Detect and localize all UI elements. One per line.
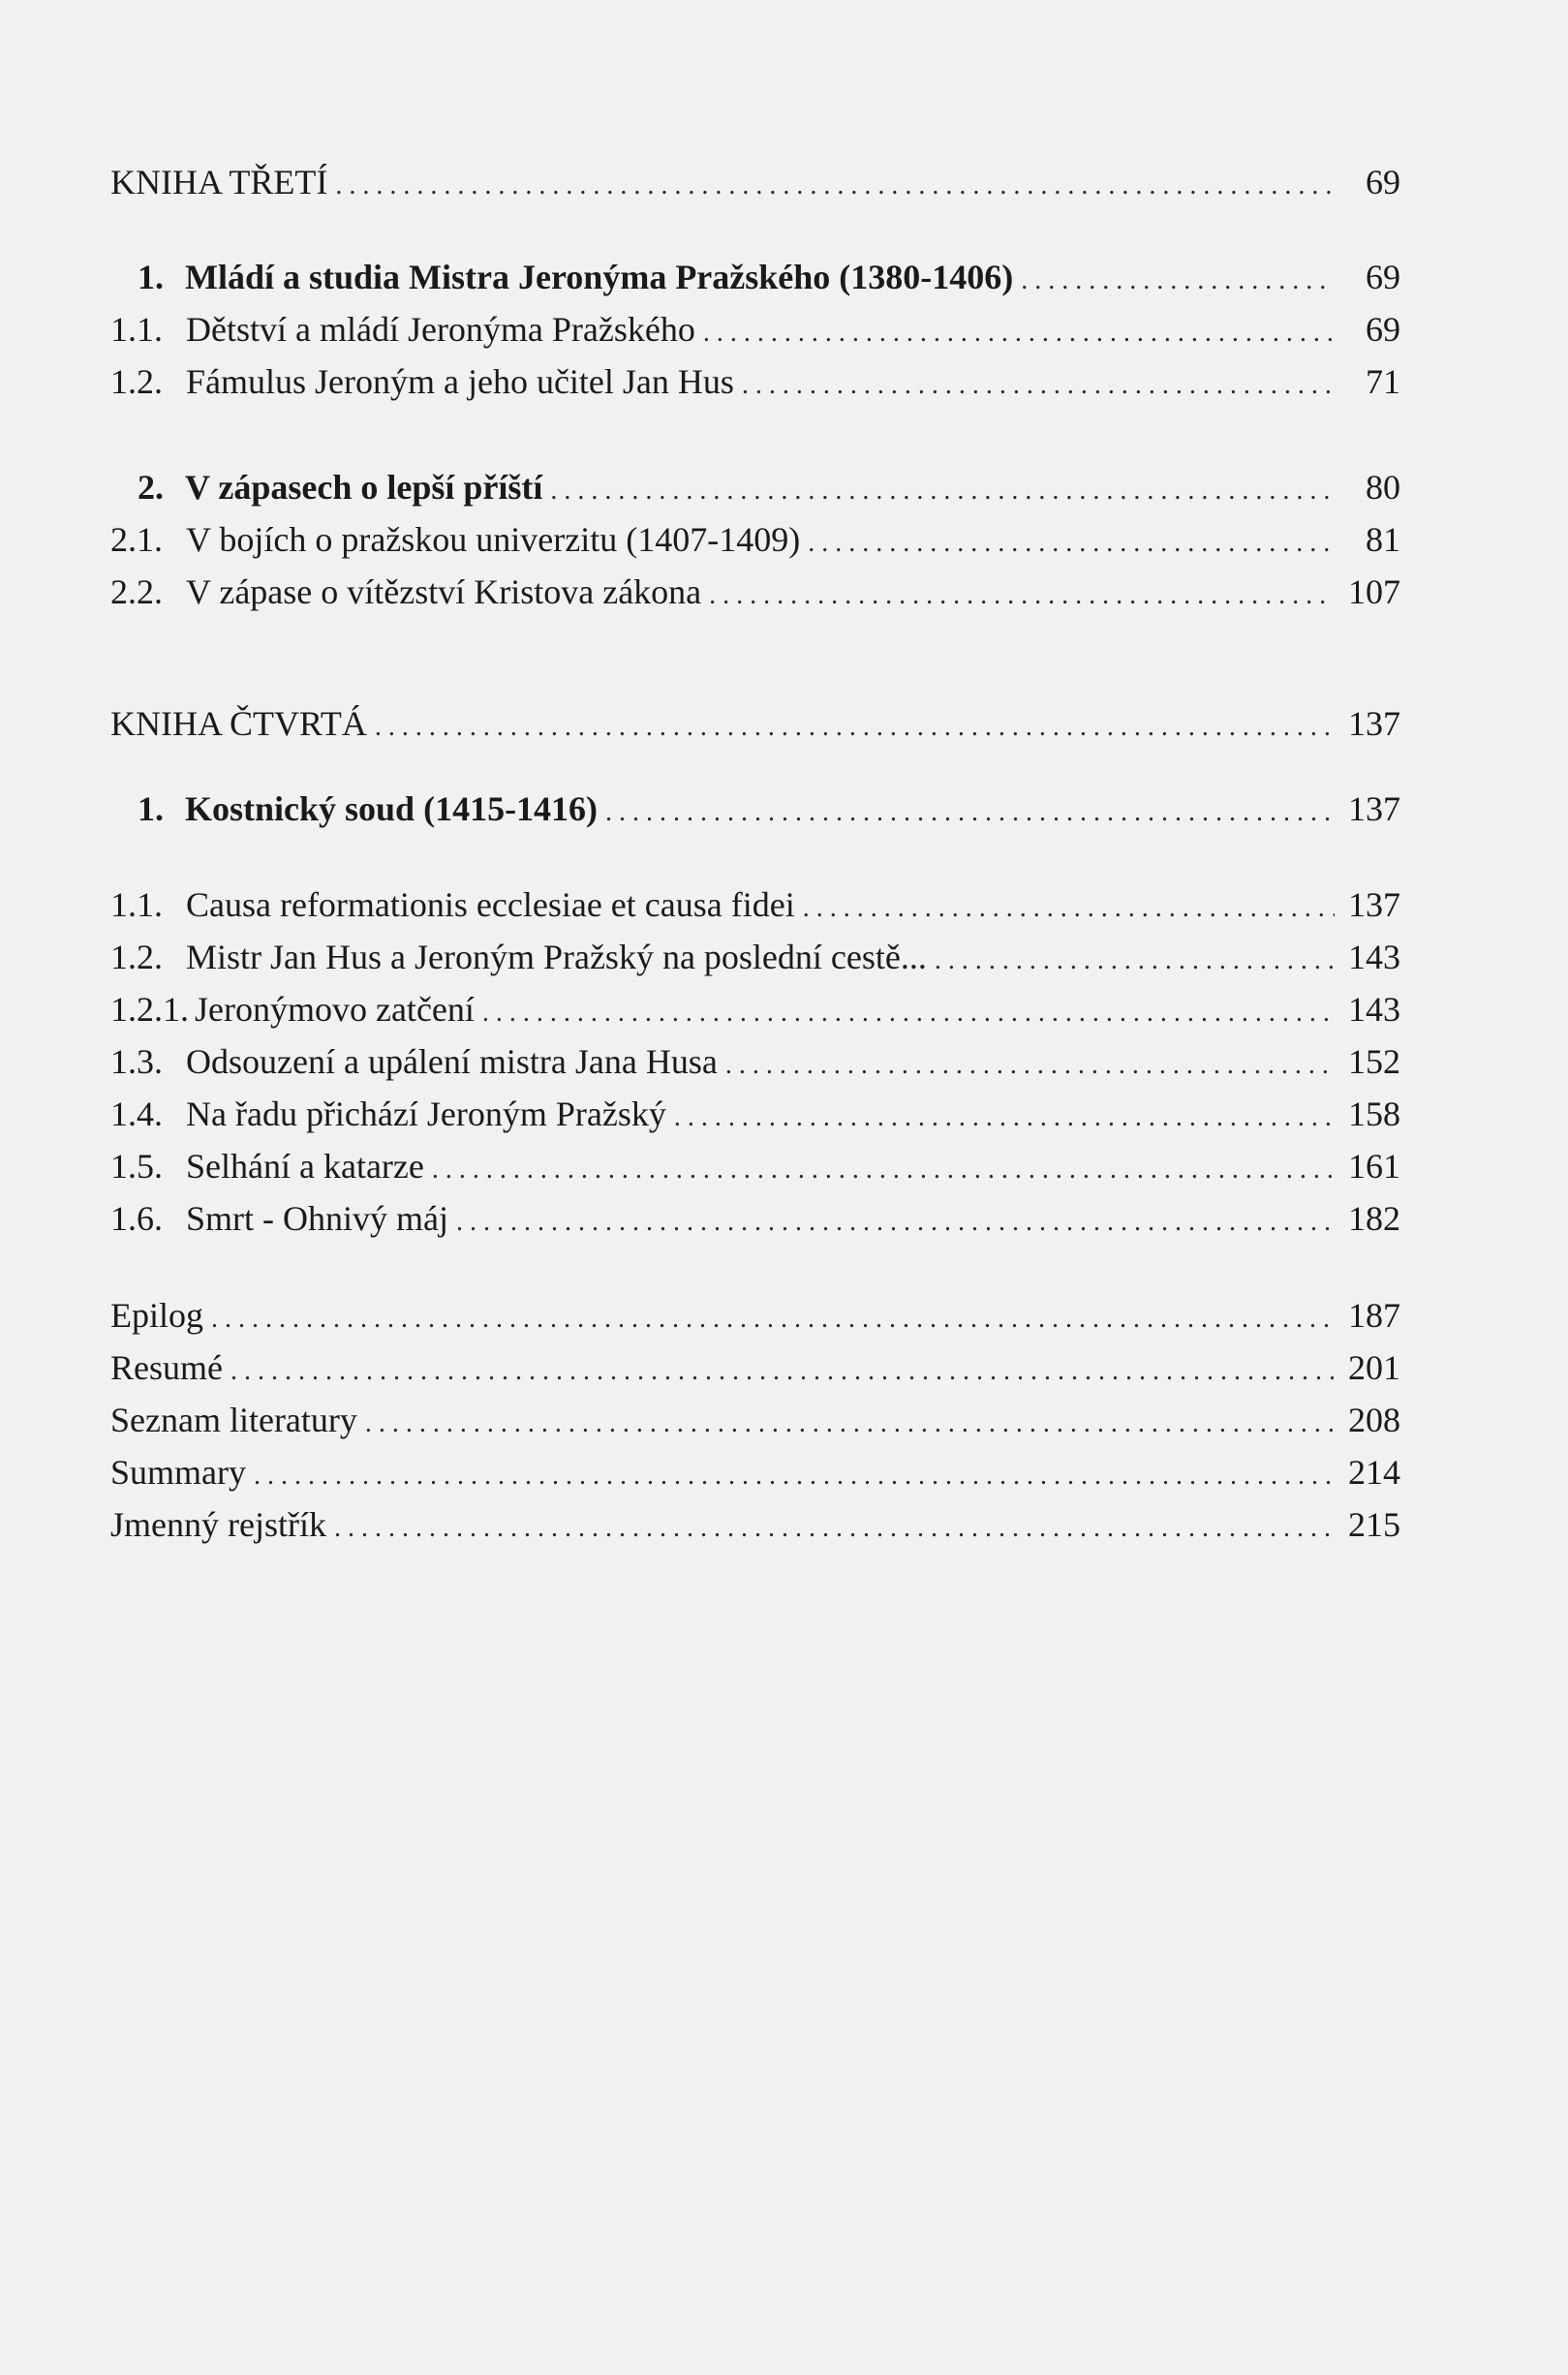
entry-page-number: 158 — [1348, 1095, 1400, 1133]
entry-page-number: 201 — [1348, 1348, 1400, 1387]
toc-entry-section[interactable] — [110, 566, 1400, 618]
entry-label: Resumé — [110, 1348, 223, 1387]
leader-dots — [709, 570, 1335, 622]
toc-entry-resume[interactable] — [110, 1342, 1400, 1394]
entry-page-number: 143 — [1348, 990, 1400, 1029]
entry-label: Summary — [110, 1453, 246, 1492]
toc-entry-seznam-literatury[interactable] — [110, 1394, 1400, 1446]
toc-entry-chapter[interactable] — [110, 783, 1400, 835]
leader-dots — [703, 307, 1335, 359]
entry-label: Seznam literatury — [110, 1401, 357, 1439]
toc-entry-section[interactable] — [110, 1140, 1400, 1192]
entry-page-number: 80 — [1366, 468, 1400, 507]
toc-entry-kniha-ctvrta[interactable] — [110, 697, 1400, 750]
toc-entry-chapter[interactable] — [110, 251, 1400, 303]
entry-page-number: 69 — [1366, 163, 1400, 201]
entry-page-number: 152 — [1348, 1042, 1400, 1081]
entry-number: 1.2. — [110, 938, 163, 976]
entry-number: 1.5. — [110, 1147, 163, 1186]
entry-number: 1.1. — [110, 310, 163, 349]
toc-entry-subsection[interactable] — [110, 983, 1400, 1035]
entry-page-number: 71 — [1366, 362, 1400, 401]
entry-page-number: 69 — [1366, 258, 1400, 296]
entry-page-number: 182 — [1348, 1199, 1400, 1238]
entry-page-number: 161 — [1348, 1147, 1400, 1186]
entry-label: V zápasech o lepší příští — [185, 468, 543, 507]
entry-page-number: 81 — [1366, 520, 1400, 559]
toc-entry-section[interactable] — [110, 1088, 1400, 1140]
toc-entry-jmenny-rejstrik[interactable] — [110, 1498, 1400, 1551]
entry-page-number: 214 — [1348, 1453, 1400, 1492]
entry-label: Mládí a studia Mistra Jeronýma Pražského (1380-1406) — [185, 258, 1014, 296]
leader-dots — [1021, 255, 1335, 307]
entry-page-number: 208 — [1348, 1401, 1400, 1439]
toc-entry-section[interactable] — [110, 513, 1400, 566]
leader-dots — [482, 987, 1335, 1039]
leader-dots — [231, 1345, 1335, 1398]
entry-number: 1.4. — [110, 1095, 163, 1133]
leader-dots — [742, 359, 1335, 412]
entry-label: Jmenný rejstřík — [110, 1505, 326, 1544]
entry-page-number: 107 — [1348, 572, 1400, 611]
entry-number: 1.2.1. — [110, 990, 189, 1029]
entry-label: Dětství a mládí Jeronýma Pražského — [186, 310, 695, 349]
leader-dots — [432, 1144, 1335, 1196]
toc-entry-kniha-treti[interactable] — [110, 156, 1400, 208]
entry-page-number: 187 — [1348, 1296, 1400, 1335]
leader-dots — [254, 1450, 1335, 1502]
leader-dots — [935, 935, 1335, 987]
entry-label: V bojích o pražskou univerzitu (1407-1409) — [186, 520, 801, 559]
toc-entry-chapter[interactable] — [110, 461, 1400, 513]
entry-label: Jeronýmovo zatčení — [195, 990, 475, 1029]
leader-dots — [456, 1196, 1335, 1249]
entry-number: 1. — [138, 789, 164, 828]
entry-label: Fámulus Jeroným a jeho učitel Jan Hus — [186, 362, 734, 401]
toc-entry-section[interactable] — [110, 303, 1400, 355]
entry-page-number: 137 — [1348, 789, 1400, 828]
entry-label: Smrt - Ohnivý máj — [186, 1199, 448, 1238]
entry-label: Na řadu přichází Jeroným Pražský — [186, 1095, 666, 1133]
entry-label: Causa reformationis ecclesiae et causa fidei — [186, 885, 795, 924]
entry-number: 1.6. — [110, 1199, 163, 1238]
entry-number: 1.1. — [110, 885, 163, 924]
leader-dots — [211, 1293, 1335, 1345]
entry-page-number: 137 — [1348, 885, 1400, 924]
entry-number: 1.3. — [110, 1042, 163, 1081]
entry-page-number: 143 — [1348, 938, 1400, 976]
leader-dots — [674, 1092, 1335, 1144]
leader-dots — [803, 882, 1335, 935]
leader-dots — [550, 465, 1335, 517]
entry-label: Selhání a katarze — [186, 1147, 424, 1186]
leader-dots — [605, 787, 1335, 839]
entry-label: Kostnický soud (1415-1416) — [185, 789, 599, 828]
leader-dots — [365, 1398, 1335, 1450]
entry-number: 2.2. — [110, 572, 163, 611]
toc-entry-epilog[interactable] — [110, 1289, 1400, 1342]
leader-dots — [334, 1502, 1335, 1555]
entry-page-number: 137 — [1348, 704, 1400, 743]
entry-page-number: 69 — [1366, 310, 1400, 349]
entry-label: Mistr Jan Hus a Jeroným Pražský na poslední cestě... — [186, 938, 927, 976]
entry-number: 1.2. — [110, 362, 163, 401]
entry-number: 2. — [138, 468, 164, 507]
entry-label: V zápase o vítězství Kristova zákona — [186, 572, 702, 611]
entry-number: 1. — [138, 258, 164, 296]
entry-label: Epilog — [110, 1296, 203, 1335]
entry-label: KNIHA TŘETÍ — [110, 163, 328, 201]
toc-entry-section[interactable] — [110, 1192, 1400, 1245]
leader-dots — [375, 701, 1335, 754]
entry-number: 2.1. — [110, 520, 163, 559]
toc-entry-section[interactable] — [110, 355, 1400, 408]
toc-entry-summary[interactable] — [110, 1446, 1400, 1498]
leader-dots — [808, 517, 1335, 570]
toc-entry-section[interactable] — [110, 1035, 1400, 1088]
leader-dots — [335, 160, 1335, 212]
entry-label: Odsouzení a upálení mistra Jana Husa — [186, 1042, 718, 1081]
toc-entry-section[interactable] — [110, 931, 1400, 983]
leader-dots — [725, 1039, 1335, 1092]
toc-entry-section[interactable] — [110, 879, 1400, 931]
entry-page-number: 215 — [1348, 1505, 1400, 1544]
entry-label: KNIHA ČTVRTÁ — [110, 704, 367, 743]
